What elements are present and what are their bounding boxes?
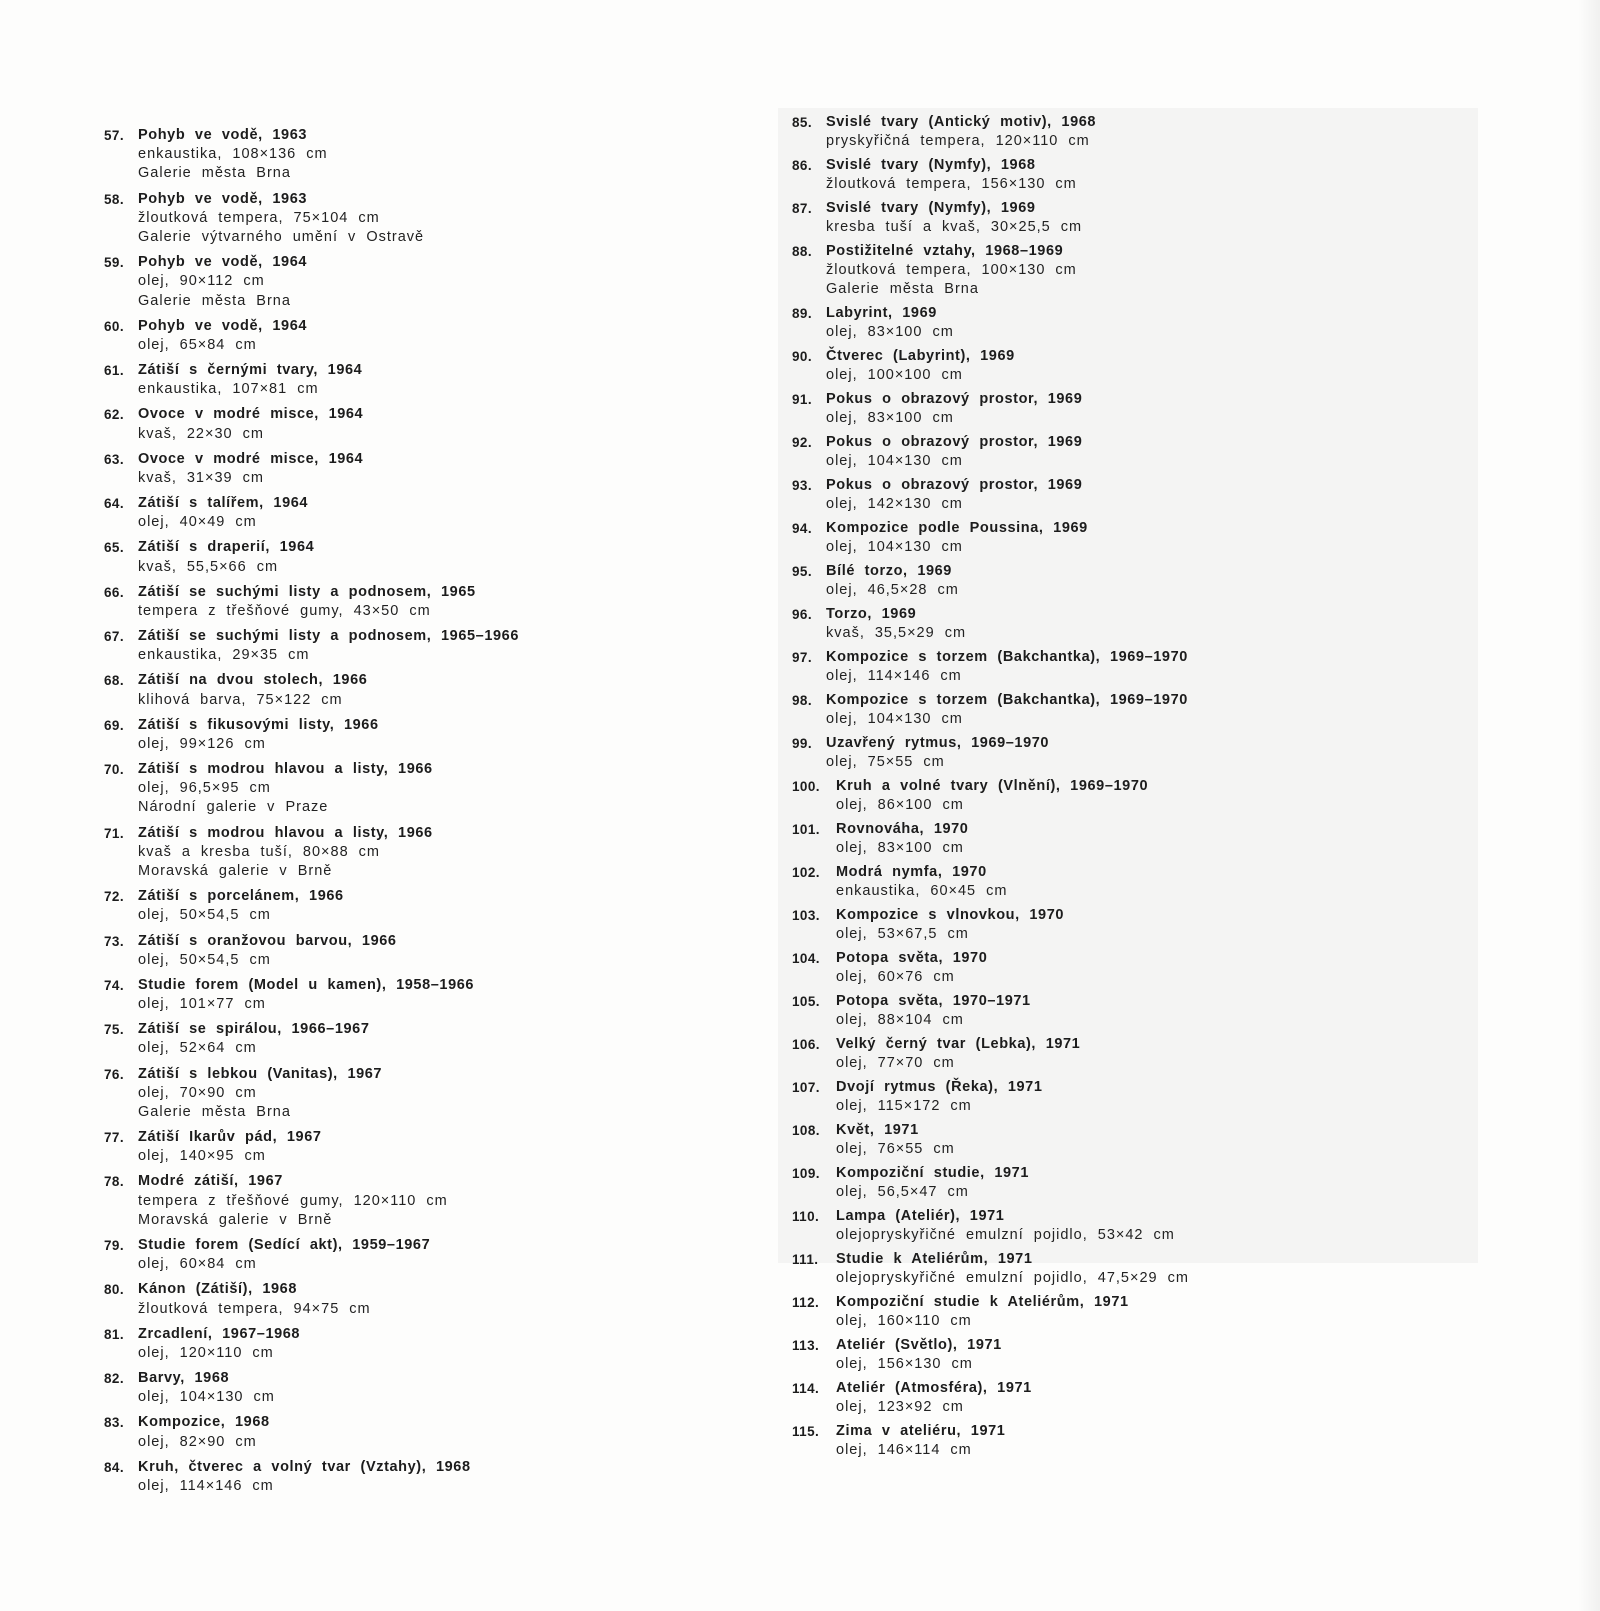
entry-number: 87.	[792, 201, 812, 216]
catalogue-entry	[104, 190, 744, 248]
entry-medium: žloutková tempera, 100×130 cm	[826, 262, 1077, 279]
catalogue-entry	[792, 476, 1492, 514]
entry-medium: tempera z třešňové gumy, 120×110 cm	[138, 1192, 448, 1209]
entry-medium: enkaustika, 107×81 cm	[138, 381, 319, 398]
entry-medium: kvaš, 22×30 cm	[138, 425, 264, 442]
entry-number: 64.	[104, 496, 124, 512]
entry-title: Potopa světa, 1970–1971	[836, 993, 1031, 1010]
entry-medium: olej, 76×55 cm	[836, 1141, 955, 1158]
entry-medium: olej, 46,5×28 cm	[826, 582, 959, 599]
entry-medium: olej, 104×130 cm	[826, 539, 963, 556]
catalogue-entry	[104, 1413, 744, 1451]
entry-title: Rovnováha, 1970	[836, 821, 969, 838]
entry-number: 79.	[104, 1237, 124, 1253]
entry-medium: olej, 140×95 cm	[138, 1148, 266, 1165]
entry-title: Pokus o obrazový prostor, 1969	[826, 477, 1083, 494]
entry-number: 90.	[792, 349, 812, 365]
entry-number: 92.	[792, 435, 812, 451]
entry-number: 76.	[104, 1066, 124, 1082]
entry-title: Zrcadlení, 1967–1968	[138, 1325, 301, 1342]
entry-medium: enkaustika, 60×45 cm	[836, 883, 1008, 900]
entry-medium: kvaš, 31×39 cm	[138, 469, 264, 486]
entry-medium: enkaustika, 29×35 cm	[138, 647, 310, 664]
catalogue-entry	[104, 824, 744, 882]
entry-medium: olej, 83×100 cm	[826, 410, 954, 427]
catalogue-entry	[792, 1078, 1492, 1116]
catalogue-entry	[792, 1121, 1492, 1159]
entry-medium: enkaustika, 108×136 cm	[138, 146, 328, 163]
entry-medium: kvaš, 35,5×29 cm	[826, 625, 967, 642]
entry-medium: olej, 104×130 cm	[826, 711, 963, 728]
entry-collection: Galerie města Brna	[826, 281, 979, 298]
catalogue-entry	[104, 671, 744, 709]
catalogue-entry	[104, 126, 744, 184]
entry-collection: Galerie města Brna	[138, 165, 291, 182]
entry-number: 112.	[792, 1295, 820, 1311]
entry-title: Labyrint, 1969	[826, 305, 937, 322]
catalogue-entry	[104, 1458, 744, 1496]
catalogue-entry	[104, 405, 744, 443]
entry-number: 89.	[792, 306, 812, 322]
catalogue-entry	[792, 863, 1492, 901]
catalogue-entry	[792, 648, 1492, 686]
entry-title: Zátiší s modrou hlavou a listy, 1966	[138, 761, 433, 778]
catalogue-entry	[792, 820, 1492, 858]
entry-number: 60.	[104, 318, 124, 334]
catalogue-entry	[104, 1128, 744, 1166]
entry-title: Pohyb ve vodě, 1964	[138, 254, 308, 271]
entry-number: 74.	[104, 977, 124, 993]
catalogue-entry	[792, 1250, 1492, 1288]
entry-medium: olej, 115×172 cm	[836, 1098, 972, 1115]
entry-collection: Moravská galerie v Brně	[138, 863, 333, 880]
entry-title: Zátiší na dvou stolech, 1966	[138, 672, 368, 689]
entry-number: 85.	[792, 115, 812, 130]
entry-medium: olej, 120×110 cm	[138, 1344, 274, 1361]
entry-medium: olej, 96,5×95 cm	[138, 780, 271, 797]
entry-medium: olej, 75×55 cm	[826, 754, 945, 771]
catalogue-entry	[792, 1422, 1492, 1460]
entry-number: 95.	[792, 564, 812, 580]
entry-title: Ovoce v modré misce, 1964	[138, 406, 364, 423]
catalogue-entry	[792, 199, 1492, 237]
entry-title: Uzavřený rytmus, 1969–1970	[826, 735, 1050, 752]
catalogue-entry	[104, 450, 744, 488]
catalogue-entry	[792, 156, 1492, 194]
catalogue-entry	[792, 949, 1492, 987]
catalogue-entry	[104, 1236, 744, 1274]
entry-number: 86.	[792, 158, 812, 173]
catalogue-entry	[104, 627, 744, 665]
entry-medium: olej, 70×90 cm	[138, 1084, 257, 1101]
entry-number: 91.	[792, 392, 812, 408]
entry-title: Zátiší se suchými listy a podnosem, 1965	[138, 583, 476, 600]
entry-title: Ateliér (Atmosféra), 1971	[836, 1380, 1032, 1397]
entry-number: 97.	[792, 650, 812, 666]
entry-number: 96.	[792, 607, 812, 623]
entry-medium: olej, 142×130 cm	[826, 496, 963, 513]
entry-number: 66.	[104, 584, 124, 600]
entry-number: 83.	[104, 1415, 124, 1431]
entry-medium: olej, 104×130 cm	[138, 1389, 275, 1406]
entry-medium: olej, 123×92 cm	[836, 1399, 964, 1416]
entry-collection: Galerie města Brna	[138, 292, 291, 309]
catalogue-entry	[792, 777, 1492, 815]
entry-title: Ateliér (Světlo), 1971	[836, 1337, 1002, 1354]
entry-number: 113.	[792, 1338, 820, 1354]
catalogue-entry	[792, 347, 1492, 385]
entry-number: 58.	[104, 191, 124, 207]
entry-title: Modrá nymfa, 1970	[836, 864, 987, 881]
entry-number: 103.	[792, 908, 820, 924]
entry-medium: olej, 101×77 cm	[138, 996, 266, 1013]
entry-title: Lampa (Ateliér), 1971	[836, 1208, 1005, 1225]
entry-number: 77.	[104, 1130, 124, 1146]
entry-title: Kompozice s torzem (Bakchantka), 1969–1970	[826, 649, 1188, 666]
entry-number: 109.	[792, 1166, 820, 1182]
entry-medium: olejopryskyřičné emulzní pojidlo, 53×42 cm	[836, 1227, 1175, 1244]
entry-collection: Galerie města Brna	[138, 1103, 291, 1120]
entry-title: Studie k Ateliérům, 1971	[836, 1251, 1033, 1268]
entry-number: 106.	[792, 1037, 820, 1053]
entry-medium: olej, 52×64 cm	[138, 1040, 257, 1057]
entry-medium: olej, 60×76 cm	[836, 969, 955, 986]
entry-title: Modré zátiší, 1967	[138, 1173, 283, 1190]
entry-title: Dvojí rytmus (Řeka), 1971	[836, 1079, 1043, 1096]
entry-title: Potopa světa, 1970	[836, 950, 988, 967]
entry-title: Zátiší s lebkou (Vanitas), 1967	[138, 1065, 383, 1082]
entry-medium: olej, 104×130 cm	[826, 453, 963, 470]
catalogue-entry	[104, 976, 744, 1014]
entry-title: Kompoziční studie k Ateliérům, 1971	[836, 1294, 1129, 1311]
entry-medium: olej, 100×100 cm	[826, 367, 963, 384]
entry-number: 75.	[104, 1022, 124, 1038]
entry-title: Studie forem (Model u kamen), 1958–1966	[138, 976, 475, 993]
entry-medium: olejopryskyřičné emulzní pojidlo, 47,5×29 cm	[836, 1270, 1189, 1287]
catalogue-entry	[792, 1336, 1492, 1374]
entry-title: Kompozice s vlnovkou, 1970	[836, 907, 1065, 924]
page-edge-shadow	[1578, 0, 1600, 1611]
entry-number: 67.	[104, 629, 124, 645]
entry-title: Kompozice s torzem (Bakchantka), 1969–1970	[826, 692, 1188, 709]
catalogue-entry	[104, 317, 744, 355]
catalogue-entry	[792, 691, 1492, 729]
entry-title: Svislé tvary (Nymfy), 1968	[826, 157, 1036, 173]
entry-number: 99.	[792, 736, 812, 752]
entry-number: 80.	[104, 1282, 124, 1298]
entry-medium: olej, 60×84 cm	[138, 1256, 257, 1273]
entry-title: Zátiší s černými tvary, 1964	[138, 361, 363, 378]
catalogue-entry	[104, 887, 744, 925]
entry-number: 61.	[104, 362, 124, 378]
entry-title: Zátiší s fikusovými listy, 1966	[138, 716, 379, 733]
entry-number: 93.	[792, 478, 812, 494]
catalogue-entry	[104, 253, 744, 311]
entry-number: 82.	[104, 1371, 124, 1387]
entry-title: Bílé torzo, 1969	[826, 563, 952, 580]
entry-title: Zátiší se suchými listy a podnosem, 1965–1966	[138, 628, 519, 645]
entry-number: 81.	[104, 1326, 124, 1342]
catalogue-entry	[104, 1280, 744, 1318]
entry-medium: olej, 83×100 cm	[836, 840, 964, 857]
entry-title: Kompoziční studie, 1971	[836, 1165, 1030, 1182]
entry-title: Postižitelné vztahy, 1968–1969	[826, 243, 1064, 259]
entry-number: 70.	[104, 762, 124, 778]
entry-number: 72.	[104, 889, 124, 905]
entry-number: 104.	[792, 951, 820, 967]
entry-title: Pokus o obrazový prostor, 1969	[826, 434, 1083, 451]
entry-title: Květ, 1971	[836, 1122, 919, 1139]
catalogue-entry	[792, 734, 1492, 772]
catalogue-entry	[104, 932, 744, 970]
entry-medium: žloutková tempera, 94×75 cm	[138, 1300, 371, 1317]
entry-number: 98.	[792, 693, 812, 709]
catalogue-entry	[104, 538, 744, 576]
entry-medium: kvaš, 55,5×66 cm	[138, 558, 279, 575]
catalogue-entry	[792, 1164, 1492, 1202]
entry-title: Zátiší s porcelánem, 1966	[138, 888, 344, 905]
entry-title: Pohyb ve vodě, 1963	[138, 190, 308, 207]
entry-medium: klihová barva, 75×122 cm	[138, 691, 343, 708]
entry-medium: olej, 99×126 cm	[138, 735, 266, 752]
catalogue-entry	[104, 716, 744, 754]
entry-medium: olej, 82×90 cm	[138, 1433, 257, 1450]
catalogue-entry	[792, 1035, 1492, 1073]
catalogue-entry	[792, 1207, 1492, 1245]
entry-title: Kompozice podle Poussina, 1969	[826, 520, 1088, 537]
catalogue-entry	[104, 1172, 744, 1230]
catalogue-entry	[792, 519, 1492, 557]
catalogue-entry	[792, 1379, 1492, 1417]
catalogue-entry	[792, 1293, 1492, 1331]
catalogue-entry	[792, 242, 1492, 300]
entry-title: Barvy, 1968	[138, 1370, 230, 1387]
entry-title: Zátiší s modrou hlavou a listy, 1966	[138, 824, 433, 841]
entry-collection: Moravská galerie v Brně	[138, 1211, 333, 1228]
entry-number: 114.	[792, 1381, 820, 1397]
entry-number: 59.	[104, 255, 124, 271]
entry-number: 107.	[792, 1080, 820, 1096]
entry-title: Zátiší se spirálou, 1966–1967	[138, 1021, 370, 1038]
entry-title: Velký černý tvar (Lebka), 1971	[836, 1036, 1081, 1053]
entry-medium: olej, 86×100 cm	[836, 797, 964, 814]
entry-number: 94.	[792, 521, 812, 537]
entry-title: Čtverec (Labyrint), 1969	[826, 348, 1015, 365]
entry-number: 100.	[792, 779, 820, 795]
entry-medium: olej, 56,5×47 cm	[836, 1184, 969, 1201]
entry-medium: olej, 53×67,5 cm	[836, 926, 969, 943]
entry-number: 105.	[792, 994, 820, 1010]
entry-medium: olej, 77×70 cm	[836, 1055, 955, 1072]
entry-title: Svislé tvary (Antický motiv), 1968	[826, 114, 1097, 130]
entry-title: Studie forem (Sedící akt), 1959–1967	[138, 1236, 431, 1253]
entry-medium: olej, 114×146 cm	[138, 1477, 274, 1494]
entry-title: Ovoce v modré misce, 1964	[138, 450, 364, 467]
entry-number: 57.	[104, 128, 124, 143]
catalogue-entry	[104, 1065, 744, 1123]
catalogue-entry	[792, 906, 1492, 944]
entry-title: Zima v ateliéru, 1971	[836, 1423, 1006, 1440]
entry-medium: olej, 146×114 cm	[836, 1442, 972, 1459]
entry-title: Torzo, 1969	[826, 606, 917, 623]
right-column	[792, 113, 1492, 1465]
entry-medium: olej, 156×130 cm	[836, 1356, 973, 1373]
entry-medium: žloutková tempera, 75×104 cm	[138, 209, 380, 226]
entry-title: Kruh a volné tvary (Vlnění), 1969–1970	[836, 778, 1149, 795]
catalogue-entry	[104, 361, 744, 399]
left-column	[104, 126, 744, 1502]
entry-title: Zátiší s draperií, 1964	[138, 539, 315, 556]
entry-medium: olej, 50×54,5 cm	[138, 951, 271, 968]
entry-medium: žloutková tempera, 156×130 cm	[826, 176, 1077, 193]
entry-medium: tempera z třešňové gumy, 43×50 cm	[138, 602, 431, 619]
entry-title: Svislé tvary (Nymfy), 1969	[826, 200, 1036, 216]
entry-number: 111.	[792, 1252, 819, 1268]
catalogue-entry	[104, 1369, 744, 1407]
entry-title: Kompozice, 1968	[138, 1414, 270, 1431]
entry-number: 71.	[104, 825, 124, 841]
entry-number: 68.	[104, 673, 124, 689]
catalogue-entry	[104, 760, 744, 818]
entry-title: Zátiší Ikarův pád, 1967	[138, 1129, 322, 1146]
entry-medium: kvaš a kresba tuší, 80×88 cm	[138, 843, 380, 860]
entry-number: 63.	[104, 451, 124, 467]
entry-title: Pokus o obrazový prostor, 1969	[826, 391, 1083, 408]
entry-number: 73.	[104, 933, 124, 949]
entry-number: 101.	[792, 822, 820, 838]
entry-number: 115.	[792, 1424, 820, 1440]
entry-medium: olej, 90×112 cm	[138, 273, 265, 290]
catalogue-entry	[792, 304, 1492, 342]
catalogue-entry	[792, 433, 1492, 471]
catalogue-entry	[792, 605, 1492, 643]
entry-medium: olej, 88×104 cm	[836, 1012, 964, 1029]
entry-medium: olej, 114×146 cm	[826, 668, 962, 685]
entry-title: Kánon (Zátiší), 1968	[138, 1281, 297, 1298]
entry-number: 78.	[104, 1174, 124, 1190]
entry-title: Pohyb ve vodě, 1964	[138, 317, 308, 334]
entry-number: 84.	[104, 1459, 124, 1475]
entry-title: Kruh, čtverec a volný tvar (Vztahy), 1968	[138, 1458, 471, 1475]
catalogue-entry	[792, 113, 1492, 151]
entry-medium: olej, 65×84 cm	[138, 336, 257, 353]
entry-medium: olej, 40×49 cm	[138, 514, 257, 531]
catalogue-entry	[104, 1325, 744, 1363]
entry-medium: olej, 83×100 cm	[826, 324, 954, 341]
entry-number: 110.	[792, 1209, 820, 1225]
entry-medium: kresba tuší a kvaš, 30×25,5 cm	[826, 219, 1083, 236]
entry-title: Zátiší s oranžovou barvou, 1966	[138, 932, 397, 949]
entry-medium: olej, 50×54,5 cm	[138, 907, 271, 924]
catalogue-entry	[104, 494, 744, 532]
catalogue-entry	[104, 1020, 744, 1058]
entry-collection: Národní galerie v Praze	[138, 799, 329, 816]
catalogue-entry	[792, 562, 1492, 600]
catalogue-entry	[104, 583, 744, 621]
catalogue-entry	[792, 390, 1492, 428]
entry-title: Pohyb ve vodě, 1963	[138, 127, 308, 143]
entry-number: 108.	[792, 1123, 820, 1139]
entry-number: 65.	[104, 540, 124, 556]
entry-medium: olej, 160×110 cm	[836, 1313, 972, 1330]
entry-number: 62.	[104, 407, 124, 423]
entry-medium: pryskyřičná tempera, 120×110 cm	[826, 133, 1090, 150]
entry-number: 69.	[104, 717, 124, 733]
entry-number: 102.	[792, 865, 820, 881]
entry-number: 88.	[792, 244, 812, 259]
catalogue-entry	[792, 992, 1492, 1030]
entry-title: Zátiší s talířem, 1964	[138, 495, 309, 512]
entry-collection: Galerie výtvarného umění v Ostravě	[138, 228, 425, 245]
